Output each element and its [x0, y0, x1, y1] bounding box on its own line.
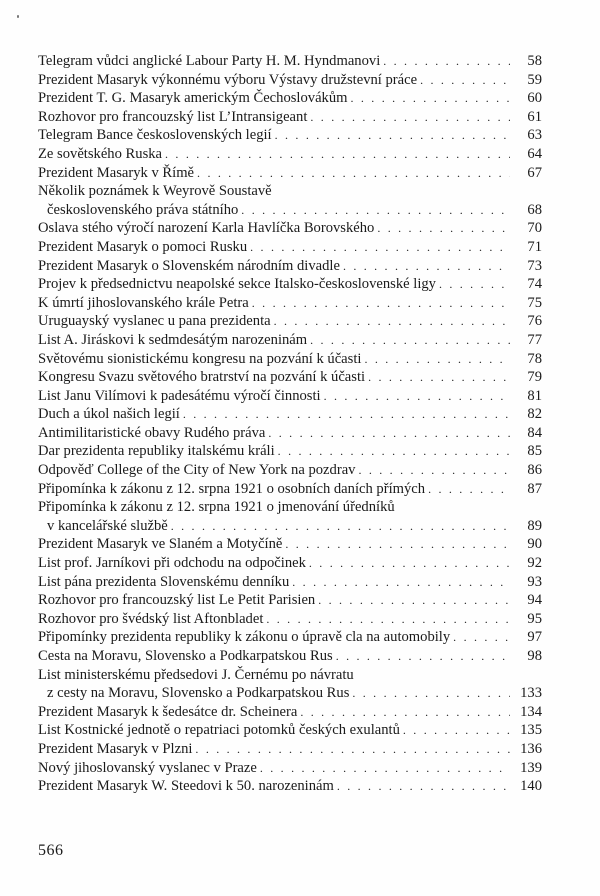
toc-entry-title: Duch a úkol našich legií — [38, 406, 180, 423]
dot-leader — [250, 238, 510, 257]
toc-entry — [38, 350, 542, 369]
toc-entry — [38, 628, 542, 647]
toc-entry — [38, 759, 542, 778]
toc-entry — [38, 740, 542, 759]
dot-leader — [309, 554, 510, 573]
toc-entry — [38, 126, 542, 145]
toc-entry-page: 94 — [527, 592, 542, 609]
toc-entry-page: 81 — [527, 387, 542, 404]
toc-entry-title: Prezident Masaryk W. Steedovi k 50. narozeninám — [38, 778, 334, 795]
toc-entry-page: 134 — [520, 703, 542, 720]
toc-entry-page: 74 — [527, 276, 542, 293]
toc-entry — [38, 312, 542, 331]
toc-entry-title: Připomínky prezidenta republiky k zákonu o úpravě cla na automobily — [38, 629, 451, 646]
toc-entry-title: Několik poznámek k Weyrově Soustavě — [38, 183, 272, 200]
toc-entry-title: Prezident Masaryk výkonnému výboru Výstavy družstevní práce — [38, 71, 418, 88]
toc-entry — [38, 647, 542, 666]
toc-entry-page: 61 — [527, 108, 542, 125]
dot-leader — [252, 294, 510, 313]
toc-entry-first-line — [38, 498, 542, 517]
toc-entry-page: 85 — [527, 443, 542, 460]
toc-entry-page: 75 — [527, 294, 542, 311]
dot-leader — [260, 759, 510, 778]
toc-entry-page: 139 — [520, 759, 542, 776]
toc-entry-title: List Kostnické jednotě o repatriaci potomků českých exulantů — [38, 722, 400, 739]
toc-entry — [38, 461, 542, 480]
toc-entry-title: Připomínka k zákonu z 12. srpna 1921 o jmenování úředníků — [38, 499, 395, 516]
toc-entry-page: 58 — [527, 53, 542, 69]
toc-entry-page: 86 — [527, 462, 542, 479]
toc-entry-title: Rozhovor pro francouzský list L’Intransigeant — [38, 108, 308, 125]
toc-entry — [38, 573, 542, 592]
dot-leader — [420, 71, 510, 90]
toc-entry-page: 79 — [527, 369, 542, 386]
dot-leader — [183, 405, 510, 424]
toc-entry — [38, 331, 542, 350]
toc-entry-title: List Janu Vilímovi k padesátému výročí činnosti — [38, 387, 321, 404]
dot-leader — [453, 628, 510, 647]
dot-leader — [403, 721, 510, 740]
dot-leader — [310, 331, 510, 350]
toc-entry-title: Dar prezidenta republiky italskému králi — [38, 443, 275, 460]
dot-leader — [278, 442, 510, 461]
dot-leader — [300, 703, 510, 722]
toc-entry-page: 68 — [527, 201, 542, 218]
dot-leader — [292, 573, 510, 592]
dot-leader — [241, 201, 510, 220]
toc-entry-title-continued: v kancelářské službě — [47, 517, 168, 534]
toc-entry — [38, 535, 542, 554]
dot-leader — [352, 684, 510, 703]
toc-entry-page: 92 — [527, 555, 542, 572]
toc-entry — [38, 777, 542, 796]
toc-entry — [38, 108, 542, 127]
dot-leader — [377, 219, 510, 238]
toc-entry-title: Telegram Bance československých legií — [38, 127, 272, 144]
toc-entry — [38, 368, 542, 387]
toc-entry — [38, 164, 542, 183]
toc-entry-page: 63 — [527, 127, 542, 144]
paper-speck — [17, 15, 19, 18]
toc-entry — [38, 424, 542, 443]
toc-entry-first-line — [38, 182, 542, 201]
toc-entry-page: 135 — [520, 722, 542, 739]
toc-entry-title: Odpověď College of the City of New York na pozdrav — [38, 462, 356, 479]
toc-entry-page: 73 — [527, 257, 542, 274]
toc-entry-page: 89 — [527, 517, 542, 534]
toc-entry — [38, 257, 542, 276]
toc-entry — [38, 238, 542, 257]
toc-entry-title: Prezident Masaryk o Slovenském národním divadle — [38, 257, 340, 274]
dot-leader — [428, 480, 510, 499]
dot-leader — [343, 257, 510, 276]
dot-leader — [274, 312, 510, 331]
table-of-contents — [38, 52, 542, 796]
toc-entry-first-line — [38, 666, 542, 685]
toc-entry — [38, 684, 542, 703]
toc-entry-page: 71 — [527, 238, 542, 255]
dot-leader — [171, 517, 510, 536]
toc-entry-title: Uruguayský vyslanec u pana prezidenta — [38, 313, 271, 330]
toc-entry-page: 59 — [527, 71, 542, 88]
toc-entry-page: 136 — [520, 740, 542, 757]
dot-leader — [324, 387, 510, 406]
dot-leader — [351, 89, 511, 108]
toc-entry — [38, 89, 542, 108]
toc-entry-title: List prof. Jarníkovi při odchodu na odpočinek — [38, 555, 306, 572]
toc-entry-title: Telegram vůdci anglické Labour Party H. M. Hyndmanovi — [38, 53, 381, 69]
toc-entry-title: List A. Jiráskovi k sedmdesátým narozeninám — [38, 331, 308, 348]
dot-leader — [337, 777, 510, 796]
toc-entry-title: Prezident Masaryk k šedesátce dr. Scheinera — [38, 703, 298, 720]
dot-leader — [285, 535, 510, 554]
toc-entry — [38, 219, 542, 238]
toc-entry-page: 76 — [527, 313, 542, 330]
toc-entry-page: 77 — [527, 331, 542, 348]
toc-entry — [38, 145, 542, 164]
toc-entry-page: 97 — [527, 629, 542, 646]
dot-leader — [364, 350, 510, 369]
toc-entry-page: 140 — [520, 778, 542, 795]
toc-entry-title: Kongresu Svazu světového bratrství na pozvání k účasti — [38, 369, 366, 386]
toc-entry-title: Nový jihoslovanský vyslanec v Praze — [38, 759, 257, 776]
toc-entry-title: Prezident Masaryk v Plzni — [38, 740, 193, 757]
toc-entry-title-continued: z cesty na Moravu, Slovensko a Podkarpatskou Rus — [47, 685, 350, 702]
toc-entry — [38, 721, 542, 740]
toc-entry-title: Cesta na Moravu, Slovensko a Podkarpatskou Rus — [38, 648, 333, 664]
dot-leader — [195, 740, 510, 759]
toc-entry-title: Rozhovor pro švédský list Aftonbladet — [38, 610, 264, 627]
toc-entry-page: 133 — [520, 685, 542, 702]
toc-entry-title: Prezident Masaryk o pomoci Rusku — [38, 238, 248, 255]
toc-entry — [38, 294, 542, 313]
toc-entry-title: Rozhovor pro francouzský list Le Petit Parisien — [38, 592, 316, 609]
dot-leader — [368, 368, 510, 387]
dot-leader — [358, 461, 510, 480]
toc-entry — [38, 52, 542, 71]
toc-entry-title: Prezident T. G. Masaryk americkým Čechoslovákům — [38, 90, 348, 107]
toc-entry — [38, 387, 542, 406]
toc-entry-page: 95 — [527, 610, 542, 627]
toc-entry — [38, 703, 542, 722]
toc-entry-page: 64 — [527, 145, 542, 162]
toc-entry-title: K úmrtí jihoslovanského krále Petra — [38, 294, 249, 311]
toc-entry-title: Ze sovětského Ruska — [38, 145, 163, 162]
toc-entry — [38, 480, 542, 499]
toc-entry-title: Světovému sionistickému kongresu na pozvání k účasti — [38, 350, 362, 367]
toc-entry — [38, 405, 542, 424]
toc-entry-page: 84 — [527, 424, 542, 441]
toc-entry — [38, 517, 542, 536]
toc-entry — [38, 554, 542, 573]
page-number: 566 — [38, 842, 64, 859]
dot-leader — [439, 275, 510, 294]
dot-leader — [275, 126, 510, 145]
toc-entry — [38, 591, 542, 610]
toc-entry — [38, 610, 542, 629]
toc-entry-title: List pána prezidenta Slovenskému denníku — [38, 573, 290, 590]
toc-entry-page: 67 — [527, 164, 542, 181]
toc-entry-page: 87 — [527, 480, 542, 497]
toc-entry-title: Antimilitaristické obavy Rudého práva — [38, 424, 266, 441]
toc-entry — [38, 442, 542, 461]
toc-entry-page: 78 — [527, 350, 542, 367]
toc-entry-page: 70 — [527, 220, 542, 237]
toc-entry — [38, 201, 542, 220]
toc-entry — [38, 71, 542, 90]
toc-entry-title: List ministerskému předsedovi J. Černému po návratu — [38, 666, 354, 683]
toc-entry-title: Projev k předsednictvu neapolské sekce Italsko-československé ligy — [38, 276, 436, 293]
toc-entry-title: Prezident Masaryk ve Slaném a Motyčíně — [38, 536, 283, 553]
dot-leader — [165, 145, 510, 164]
dot-leader — [383, 52, 510, 71]
toc-entry-title: Připomínka k zákonu z 12. srpna 1921 o osobních daních přímých — [38, 480, 426, 497]
toc-entry-page: 82 — [527, 406, 542, 423]
dot-leader — [266, 610, 510, 629]
toc-entry-page: 60 — [527, 90, 542, 107]
toc-entry-page: 98 — [527, 648, 542, 664]
toc-entry-title: Oslava stého výročí narození Karla Havlíčka Borovského — [38, 220, 375, 237]
toc-entry-title-continued: československého práva státního — [47, 201, 239, 218]
toc-entry-title: Prezident Masaryk v Římě — [38, 164, 195, 181]
toc-entry — [38, 275, 542, 294]
dot-leader — [268, 424, 510, 443]
dot-leader — [310, 108, 510, 127]
dot-leader — [336, 647, 510, 666]
toc-entry-page: 90 — [527, 536, 542, 553]
dot-leader — [318, 591, 510, 610]
dot-leader — [197, 164, 510, 183]
toc-entry-page: 93 — [527, 573, 542, 590]
